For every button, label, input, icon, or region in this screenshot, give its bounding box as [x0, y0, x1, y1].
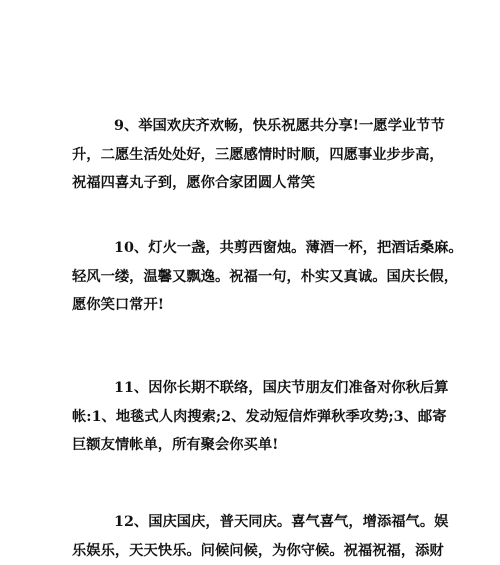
paragraph-11: [72, 374, 447, 460]
paragraph-line: 愿你笑口常开!: [72, 297, 165, 313]
paragraph-line: 轻风一缕，温馨又飘逸。祝福一句，朴实又真诚。国庆长假，: [72, 268, 459, 285]
paragraph-line: 12、国庆国庆，普天同庆。喜气喜气，增添福气。娱: [114, 514, 449, 530]
paragraph-line: 巨额友情帐单，所有聚会你买单!: [72, 437, 279, 453]
paragraph-12: [72, 508, 447, 565]
paragraph-line: 乐娱乐，天天快乐。问候问候，为你守候。祝福祝福，添财: [72, 542, 444, 559]
paragraph-10: [72, 234, 463, 320]
paragraph-line: 升，二愿生活处处好，三愿感情时时顺，四愿事业步步高，: [72, 146, 444, 163]
paragraph-line: 祝福四喜丸子到，愿你合家团圆人常笑: [72, 175, 316, 191]
paragraph-9: [72, 112, 447, 198]
paragraph-line: 帐:1、地毯式人肉搜索;2、发动短信炸弹秋季攻势;3、邮寄: [72, 408, 447, 425]
paragraph-line: 9、举国欢庆齐欢畅，快乐祝愿共分享!一愿学业节节: [114, 118, 445, 134]
paragraph-line: 10、灯火一盏，共剪西窗烛。薄酒一杯，把酒话桑麻。: [114, 240, 463, 256]
paragraph-line: 11、因你长期不联络，国庆节朋友们准备对你秋后算: [114, 380, 449, 396]
